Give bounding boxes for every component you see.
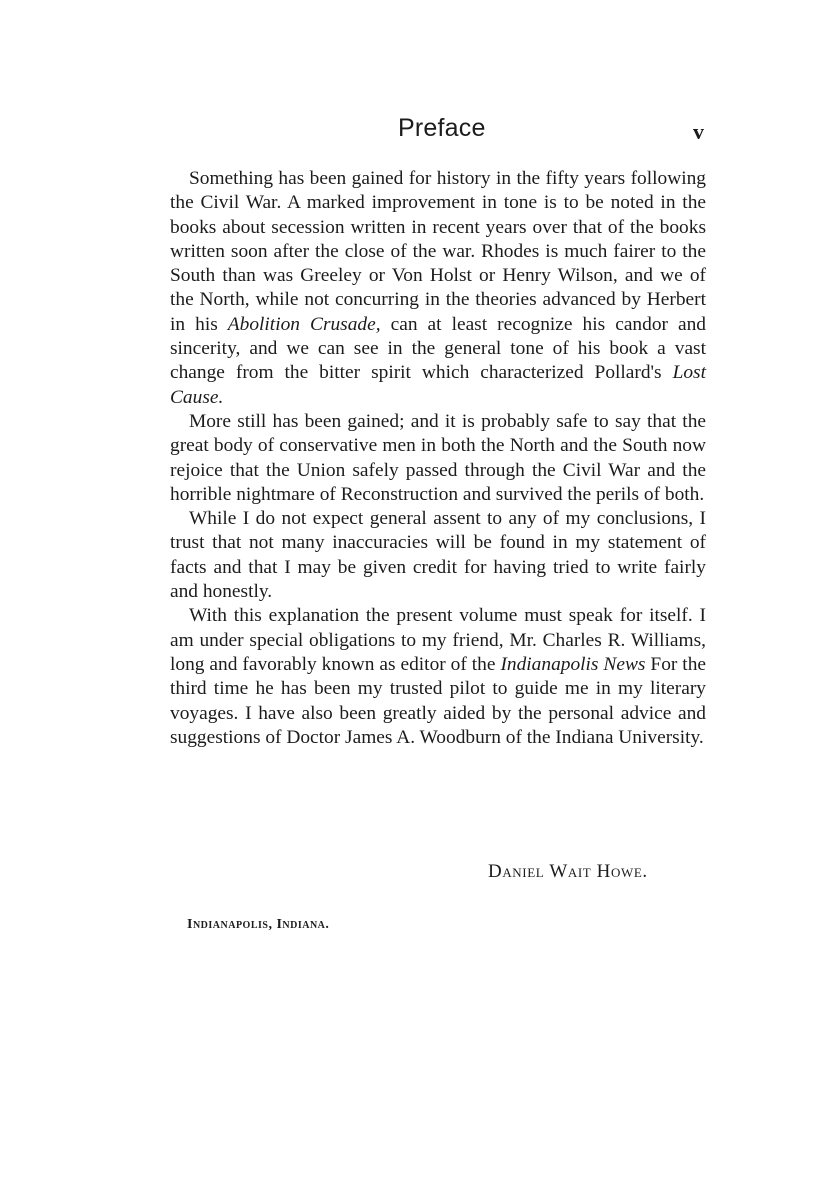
author-signature: Daniel Wait Howe.: [488, 861, 648, 882]
book-title-lost-cause: Lost Cause.: [170, 362, 706, 408]
paragraph-1-text-a: Something has been gained for history in the fifty years following the Civil War. A marked improvement in tone is to be noted in the books about secession written in recent years over that of the books written soon after the close of the war. Rhodes is much fairer to the South than was Greeley or Von Holst or Henry Wilson, and we of the North, while not concurring in the theories advanced by Herbert in his: [170, 168, 706, 335]
page-title: Preface: [398, 114, 486, 142]
book-title-abolition-crusade: Abolition Crusade,: [227, 313, 381, 335]
paragraph-1: [170, 167, 706, 410]
place-line: Indianapolis, Indiana.: [187, 917, 330, 932]
newspaper-title-indianapolis-news: Indianapolis News: [500, 653, 646, 675]
running-head: [0, 110, 840, 150]
paragraph-4-text-b: For the third time he has been my trusted pilot to guide me in my literary voyages. I have also been greatly aided by the personal advice and suggestions of Doctor James A. Woodburn of the Indiana University.: [170, 653, 706, 748]
paragraph-3-text: While I do not expect general assent to any of my conclusions, I trust that not many inaccuracies will be found in my statement of facts and that I may be given credit for having tried to write fairly and honestly.: [170, 508, 706, 603]
paragraph-2: [170, 410, 706, 507]
paragraph-3: [170, 507, 706, 604]
paragraph-4: [170, 604, 706, 750]
page-number: v: [693, 119, 704, 144]
preface-body: [170, 167, 706, 750]
paragraph-1-text-b: can at least recognize his candor and sincerity, and we can see in the general tone of his book a vast change from the bitter spirit which characterized Pollard's: [170, 313, 706, 384]
paragraph-2-text: More still has been gained; and it is probably safe to say that the great body of conservative men in both the North and the South now rejoice that the Union safely passed through the Civil War and the horrible nightmare of Reconstruction and survived the perils of both.: [170, 410, 706, 505]
paragraph-4-text-a: With this explanation the present volume must speak for itself. I am under special obligations to my friend, Mr. Charles R. Williams, long and favorably known as editor of the: [170, 605, 706, 675]
